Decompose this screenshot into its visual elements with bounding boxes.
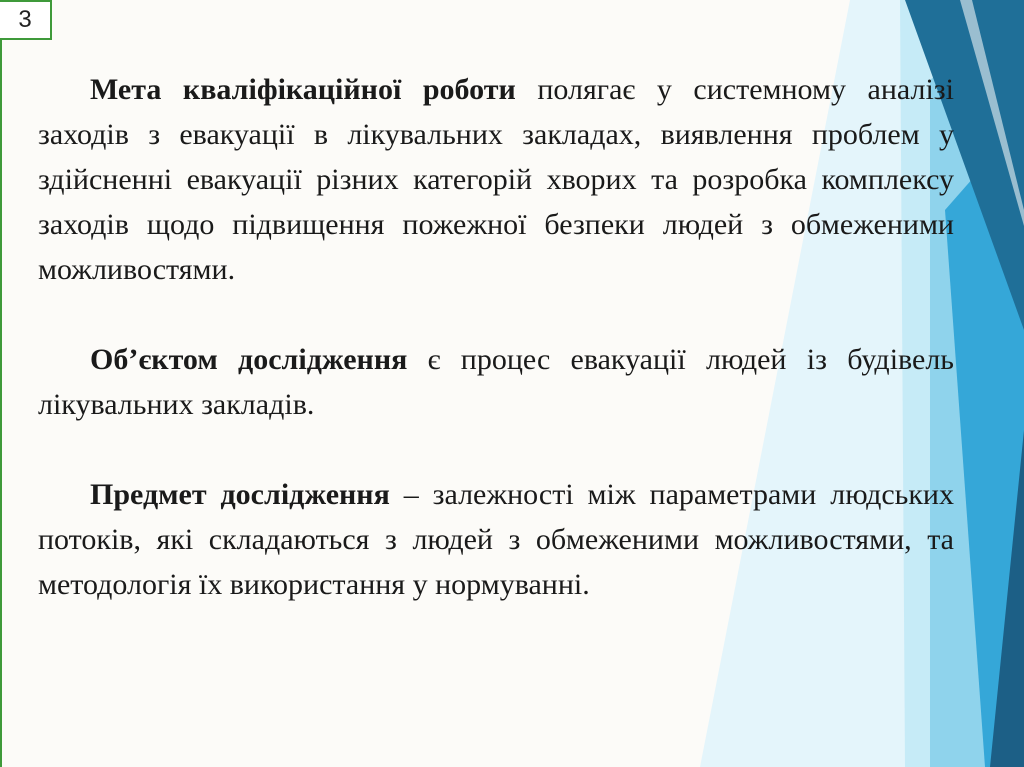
left-accent-rule [0, 0, 2, 767]
goal-text: полягає у системному аналізі заходів з евакуації в лікувальних закладах, виявлення проблем у здійсненні евакуації різних категорій хворих та розробка комплексу заходів щодо підвищення пожежної безпеки людей з обмеженими можливостями. [38, 73, 954, 286]
object-text: є процес евакуації людей із будівель лікувальних закладів. [38, 343, 954, 421]
subject-text: – залежності між параметрами людських потоків, які складаються з людей з обмеженими можливостями, та методологія їх використання у нормуванні. [38, 478, 954, 601]
subject-lead: Предмет дослідження [90, 478, 390, 511]
slide-content [38, 67, 954, 607]
object-lead: Об’єктом дослідження [90, 343, 408, 376]
slide-number: 3 [0, 0, 52, 40]
paragraph-spacer [38, 427, 954, 472]
object-paragraph [38, 337, 954, 427]
subject-paragraph [38, 472, 954, 607]
goal-paragraph [38, 67, 954, 292]
paragraph-spacer [38, 292, 954, 337]
goal-lead: Мета кваліфікаційної роботи [90, 73, 516, 106]
